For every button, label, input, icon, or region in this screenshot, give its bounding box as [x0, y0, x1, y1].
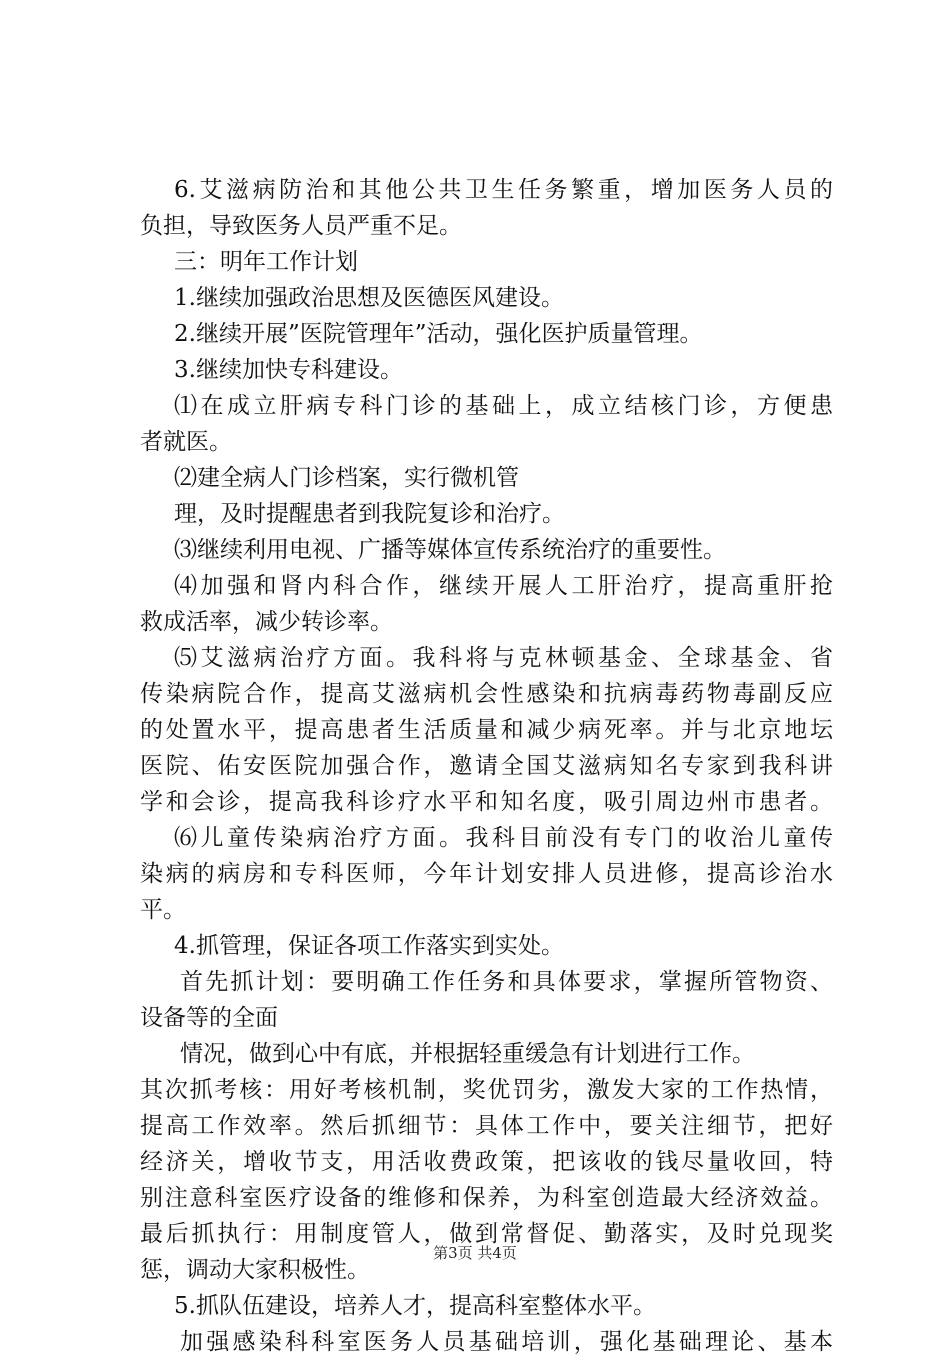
text-line: 提高工作效率。然后抓细节：具体工作中，要关注细节，把好 — [140, 1113, 833, 1139]
text-line: 平。 — [140, 897, 186, 923]
document-body — [140, 172, 833, 1360]
text-line: 6.艾滋病防治和其他公共卫生任务繁重，增加医务人员的 — [174, 177, 833, 203]
text-line: 传染病院合作，提高艾滋病机会性感染和抗病毒药物毒副反应 — [140, 681, 833, 707]
text-line: 首先抓计划：要明确工作任务和具体要求，掌握所管物资、 — [180, 969, 833, 995]
text-line: 的处置水平，提高患者生活质量和减少病死率。并与北京地坛 — [140, 717, 833, 743]
text-line: ⑶继续利用电视、广播等媒体宣传系统治疗的重要性。 — [174, 537, 726, 563]
text-line: 其次抓考核：用好考核机制，奖优罚劣，激发大家的工作热情， — [140, 1077, 833, 1103]
text-line: 惩，调动大家积极性。 — [140, 1257, 370, 1283]
text-line: 2.继续开展”医院管理年”活动，强化医护质量管理。 — [174, 321, 703, 347]
text-line: 理，及时提醒患者到我院复诊和治疗。 — [174, 501, 565, 527]
text-line: ⑷加强和肾内科合作，继续开展人工肝治疗，提高重肝抢 — [174, 573, 833, 599]
text-line: 5.抓队伍建设，培养人才，提高科室整体水平。 — [174, 1293, 656, 1319]
text-line: ⑴在成立肝病专科门诊的基础上，成立结核门诊，方便患 — [174, 393, 833, 419]
page-footer: 第3页 共4页 — [433, 1244, 517, 1262]
text-line: 4.抓管理，保证各项工作落实到实处。 — [174, 933, 564, 959]
text-line: 1.继续加强政治思想及医德医风建设。 — [174, 285, 564, 311]
text-line: ⑵建全病人门诊档案，实行微机管 — [174, 465, 519, 491]
text-line: 加强感染科科室医务人员基础培训，强化基础理论、基本 — [180, 1329, 833, 1355]
text-line: 最后抓执行：用制度管人，做到常督促、勤落实，及时兑现奖 — [140, 1221, 833, 1247]
text-line: 经济关，增收节支，用活收费政策，把该收的钱尽量收回，特 — [140, 1149, 833, 1175]
text-line: 设备等的全面 — [140, 1005, 278, 1031]
text-line: 负担，导致医务人员严重不足。 — [140, 213, 462, 239]
text-line: 医院、佑安医院加强合作，邀请全国艾滋病知名专家到我科讲 — [140, 753, 833, 779]
section-heading: 三：明年工作计划 — [174, 249, 358, 275]
text-line: 学和会诊，提高我科诊疗水平和知名度，吸引周边州市患者。 — [140, 789, 833, 815]
text-line: 情况，做到心中有底，并根据轻重缓急有计划进行工作。 — [180, 1041, 755, 1067]
text-line: 3.继续加快专科建设。 — [174, 357, 403, 383]
text-line: 者就医。 — [140, 429, 232, 455]
text-line: ⑹儿童传染病治疗方面。我科目前没有专门的收治儿童传 — [174, 825, 833, 851]
text-line: ⑸艾滋病治疗方面。我科将与克林顿基金、全球基金、省 — [174, 645, 833, 671]
text-line: 染病的病房和专科医师，今年计划安排人员进修，提高诊治水 — [140, 861, 833, 887]
text-line: 别注意科室医疗设备的维修和保养，为科室创造最大经济效益。 — [140, 1185, 833, 1211]
text-line: 救成活率，减少转诊率。 — [140, 609, 393, 635]
